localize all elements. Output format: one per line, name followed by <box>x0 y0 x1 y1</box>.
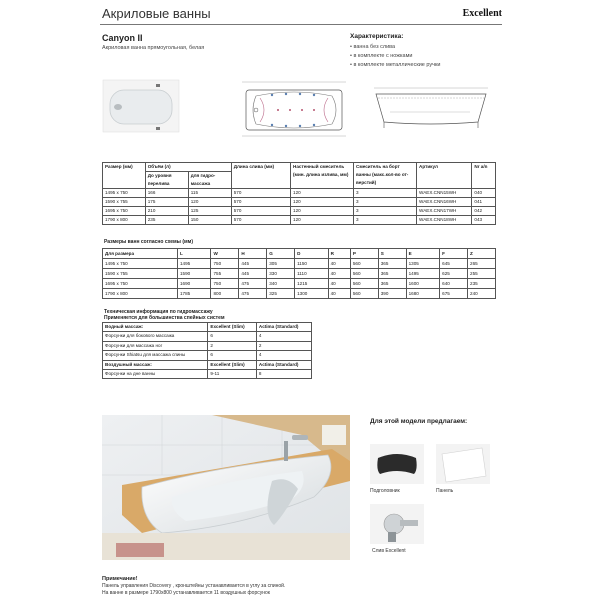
table-cell: 305 <box>267 259 295 269</box>
table-cell: Excellent (Slim) <box>208 360 256 369</box>
characteristic-item: • в комплекте металлические ручки <box>350 62 441 68</box>
table-cell: 235 <box>468 279 496 289</box>
header-cell: R <box>328 249 350 259</box>
page-title: Акриловые ванны <box>102 6 211 21</box>
header-cell: Для размера <box>103 249 178 259</box>
characteristic-item: • в комплекте с ножками <box>350 53 413 59</box>
table-cell: 120 <box>291 216 354 225</box>
table-row <box>103 198 496 207</box>
table-cell: Форсунки для массажа ног <box>103 341 208 350</box>
table-cell: 235 <box>145 216 188 225</box>
table-row <box>103 259 496 269</box>
table-cell: 3 <box>354 207 417 216</box>
table-cell: 675 <box>440 289 468 299</box>
table-row <box>103 216 496 225</box>
table-row <box>103 341 312 350</box>
table-cell: 325 <box>267 289 295 299</box>
table-cell: 6 <box>208 351 256 360</box>
table-cell: 560 <box>350 279 378 289</box>
table-cell: 800 <box>211 289 239 299</box>
table-row <box>103 289 496 299</box>
table-cell: 1305 <box>406 259 440 269</box>
table-cell: 560 <box>350 259 378 269</box>
panel-photo <box>436 444 490 484</box>
table-cell: 40 <box>328 279 350 289</box>
table-cell: 255 <box>468 269 496 279</box>
bathtub-plan-drawing <box>238 78 350 140</box>
header-divider <box>100 24 502 25</box>
table-cell: Форсунки Shiatsu для массажа спины <box>103 351 208 360</box>
table-row <box>103 269 496 279</box>
hydro-caption <box>104 309 225 321</box>
table-cell: 570 <box>231 216 290 225</box>
table-cell: 1695 x 750 <box>103 207 146 216</box>
table-cell: 4 <box>256 351 311 360</box>
table-cell: 750 <box>211 279 239 289</box>
dims-caption: Размеры ванн согласно схемы (мм) <box>104 239 194 245</box>
table-cell: 3 <box>354 216 417 225</box>
note-line: На ванне в размере 1790x800 устанавливается 11 воздушных форсунок <box>102 589 270 596</box>
table-cell: 210 <box>145 207 188 216</box>
table-cell: 640 <box>440 279 468 289</box>
header-cell: G <box>267 249 295 259</box>
table-cell: 3 <box>354 189 417 198</box>
table-cell: 1785 <box>177 289 211 299</box>
header-cell: H <box>239 249 267 259</box>
table-cell: 1790 x 800 <box>103 289 178 299</box>
table-cell: 1495 x 750 <box>103 259 178 269</box>
table-cell: 645 <box>440 259 468 269</box>
header-cell: W <box>211 249 239 259</box>
table-cell: 365 <box>378 279 406 289</box>
header-cell: для гидро-массажа <box>188 172 231 189</box>
table-cell: 445 <box>239 259 267 269</box>
table-cell: 445 <box>239 269 267 279</box>
model-subtitle: Акриловая ванна прямоугольная, белая <box>102 45 205 51</box>
table-cell: 1495 <box>406 269 440 279</box>
table-cell: 750 <box>211 259 239 269</box>
header-cell: Длина слива (мм) <box>231 163 290 189</box>
header-cell: D <box>295 249 329 259</box>
note-text <box>102 583 285 596</box>
model-name: Canyon II <box>102 33 143 43</box>
note-line: Панель управления Discovery , кронштейны устанавливается в углу за спиной. <box>102 583 286 589</box>
table-cell: 560 <box>350 269 378 279</box>
characteristics-title: Характеристика: <box>350 33 404 40</box>
table-cell: 570 <box>231 198 290 207</box>
offer-title: Для этой модели предлагаем: <box>370 418 468 425</box>
table-cell: 120 <box>291 189 354 198</box>
characteristics-list <box>350 43 440 70</box>
header-cell: До уровня перелива <box>145 172 188 189</box>
table-cell: 1150 <box>295 259 329 269</box>
table-cell: Форсунки на дне ванны <box>103 370 208 379</box>
table-cell: 120 <box>188 198 231 207</box>
header-cell: Смеситель на борт ванны (макс.кол-во от-верстий) <box>354 163 417 189</box>
bathtub-side-drawing <box>370 82 492 132</box>
table-cell: 1110 <box>295 269 329 279</box>
dims-table <box>102 248 496 299</box>
table-cell: 9-11 <box>208 370 256 379</box>
table-cell: WAEX.CNN17WH <box>417 207 472 216</box>
header-cell: Z <box>468 249 496 259</box>
table-cell: 330 <box>267 269 295 279</box>
table-cell: 041 <box>472 198 496 207</box>
table-cell: WAEX.CNN15WH <box>417 189 472 198</box>
table-cell: Excellent (Slim) <box>208 323 256 332</box>
table-row <box>103 207 496 216</box>
table-cell: 570 <box>231 189 290 198</box>
offer-item-label: Слив Excellent <box>372 548 406 554</box>
table-cell: 625 <box>440 269 468 279</box>
table-cell: 4 <box>256 332 311 341</box>
table-cell: 2 <box>256 341 311 350</box>
table-header-row <box>103 163 496 172</box>
table-row <box>103 279 496 289</box>
table-cell: 1590 <box>177 269 211 279</box>
table-cell: 120 <box>291 207 354 216</box>
table-cell: 1590 x 755 <box>103 198 146 207</box>
table-cell: WAEX.CNN18WH <box>417 216 472 225</box>
table-cell: 40 <box>328 259 350 269</box>
table-cell: 475 <box>239 279 267 289</box>
table-cell: 1690 <box>177 279 211 289</box>
table-cell: 365 <box>378 259 406 269</box>
table-cell: 390 <box>378 289 406 299</box>
header-cell: Размер (мм) <box>103 163 146 189</box>
note-title: Примечание! <box>102 576 138 582</box>
header-cell: Настенный смеситель (мин. длина излива, мм) <box>291 163 354 189</box>
table-cell: 115 <box>188 189 231 198</box>
header-cell: L <box>177 249 211 259</box>
header-cell: Объём (л) <box>145 163 231 172</box>
offer-item-label: Панель <box>436 488 454 494</box>
bathtub-top-photo <box>102 78 180 136</box>
table-cell: 240 <box>468 289 496 299</box>
table-cell: 40 <box>328 289 350 299</box>
table-cell: 560 <box>350 289 378 299</box>
table-cell: 150 <box>188 216 231 225</box>
table-cell: 166 <box>145 189 188 198</box>
table-cell: 120 <box>291 198 354 207</box>
table-header-row <box>103 249 496 259</box>
table-cell: 340 <box>267 279 295 289</box>
spec-table <box>102 162 496 225</box>
table-cell: 043 <box>472 216 496 225</box>
table-cell: 265 <box>468 259 496 269</box>
table-cell: 042 <box>472 207 496 216</box>
header-cell: Nr a/n <box>472 163 496 189</box>
table-row <box>103 351 312 360</box>
table-cell: 125 <box>188 207 231 216</box>
table-row <box>103 370 312 379</box>
header-cell: Артикул <box>417 163 472 189</box>
characteristic-item: • ванна без слива <box>350 44 396 50</box>
table-cell: Actima (Standard) <box>256 360 311 369</box>
table-section-row <box>103 323 312 332</box>
table-cell: 40 <box>328 269 350 279</box>
table-cell: Форсунки для бокового массажа <box>103 332 208 341</box>
hydro-caption-line: Применяется для большинства спейных систем <box>104 315 225 321</box>
table-row <box>103 332 312 341</box>
brand-logo: Excellent <box>462 8 502 19</box>
table-cell: 3 <box>354 198 417 207</box>
hydro-table <box>102 322 312 379</box>
table-section-row <box>103 360 312 369</box>
table-cell: 1590 x 755 <box>103 269 178 279</box>
table-cell: 6 <box>208 332 256 341</box>
table-cell: 1600 <box>406 279 440 289</box>
bathroom-photo <box>102 415 350 560</box>
table-cell: 475 <box>239 289 267 299</box>
table-cell: 1680 <box>406 289 440 299</box>
table-cell: 570 <box>231 207 290 216</box>
table-cell: 2 <box>208 341 256 350</box>
header-cell: P <box>350 249 378 259</box>
drain-photo <box>370 504 424 544</box>
table-cell: 755 <box>211 269 239 279</box>
header-cell: S <box>378 249 406 259</box>
table-cell: 1790 x 800 <box>103 216 146 225</box>
table-cell: 1695 x 750 <box>103 279 178 289</box>
headrest-photo <box>370 444 424 484</box>
header-cell: F <box>440 249 468 259</box>
table-cell: Воздушный массаж: <box>103 360 208 369</box>
table-cell: WAEX.CNN16WH <box>417 198 472 207</box>
table-cell: 8 <box>256 370 311 379</box>
table-cell: 1495 <box>177 259 211 269</box>
table-cell: 365 <box>378 269 406 279</box>
table-cell: 1300 <box>295 289 329 299</box>
table-cell: 1215 <box>295 279 329 289</box>
table-cell: 1495 x 750 <box>103 189 146 198</box>
table-cell: Водный массаж: <box>103 323 208 332</box>
table-cell: 175 <box>145 198 188 207</box>
table-row <box>103 189 496 198</box>
table-cell: Actima (Standard) <box>256 323 311 332</box>
table-cell: 040 <box>472 189 496 198</box>
offer-item-label: Подголовник <box>370 488 400 494</box>
hydro-caption-line: Техническая информация по гидромассажу <box>104 309 213 315</box>
header-cell: E <box>406 249 440 259</box>
